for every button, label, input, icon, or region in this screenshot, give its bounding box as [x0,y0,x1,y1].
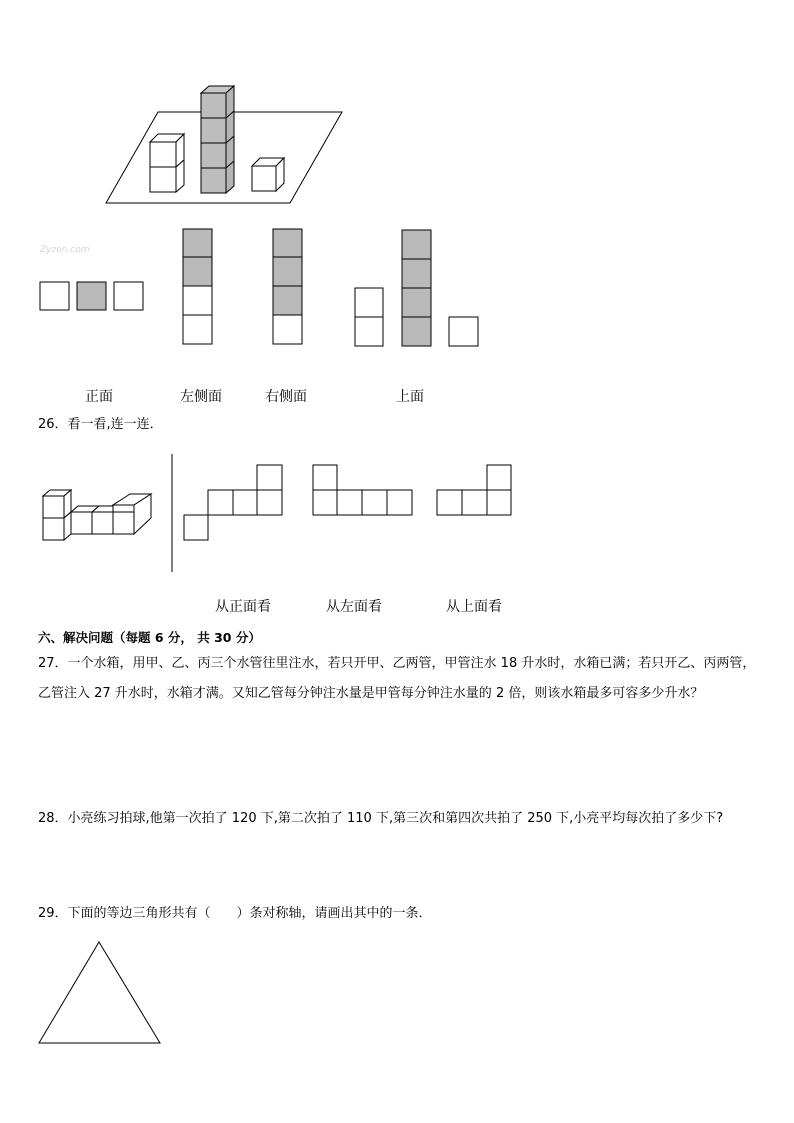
front-view-square-grey [77,282,106,310]
section-6-heading: 六、解决问题（每题 6 分， 共 30 分） [38,630,261,645]
equilateral-triangle [0,930,794,1050]
front-view-square [40,282,69,310]
q28-text: 28．小亮练习拍球,他第一次拍了 120 下,第二次拍了 110 下,第三次和第四次共拍了 250 下,小亮平均每次拍了多少下? [38,811,724,826]
q26-title: 26．看一看,连一连． [38,417,163,432]
label-front: 正面 [85,389,113,405]
q26-view-a [184,465,282,540]
label-from-top: 从上面看 [446,599,502,615]
cube-stack-4-grey [201,86,234,193]
q26-view-b [313,465,412,515]
cube-stack-2-white [150,134,184,192]
q26-3d-object [43,490,151,540]
front-view-square [114,282,143,310]
q29-text: 29．下面的等边三角形共有（ ）条对称轴，请画出其中的一条． [38,906,432,921]
label-right-side: 右侧面 [265,389,307,405]
label-left-side: 左侧面 [180,389,222,405]
label-from-front: 从正面看 [215,599,271,615]
cube-single-white [252,158,284,191]
q26-figures [0,450,794,580]
q27-text: 27．一个水箱，用甲、乙、丙三个水管往里注水，若只开甲、乙两管，甲管注水 18 升水时，水箱已满；若只开乙、丙两管，乙管注入 27 升水时，水箱才满。又知乙管每分钟注水量是甲管每分钟注水量的 2 倍，则该水箱最多可容多少升水？ [38,656,756,701]
view-drawings [0,220,794,360]
q26-view-c [437,465,511,515]
watermark: Zyzon.com [40,245,90,255]
label-top: 上面 [396,389,424,405]
cube-stack-figure [0,0,794,220]
label-from-left: 从左面看 [326,599,382,615]
